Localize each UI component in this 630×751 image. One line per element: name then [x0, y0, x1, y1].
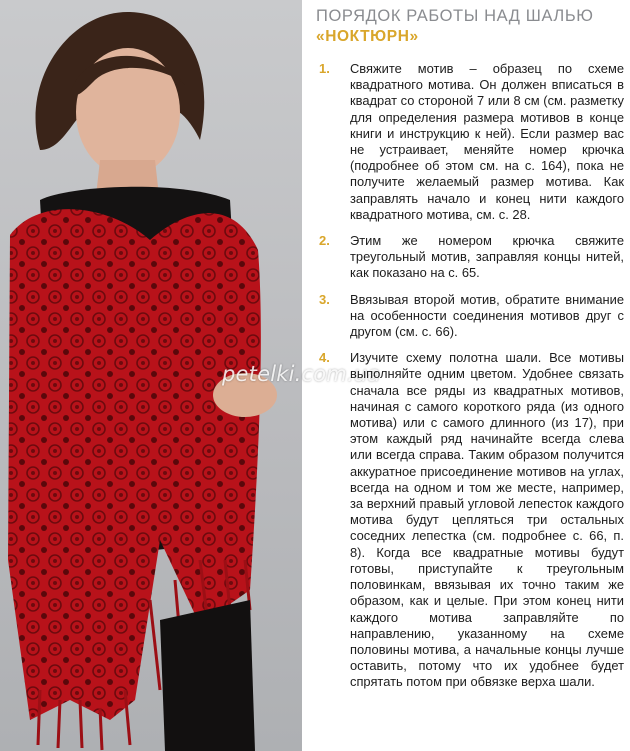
step-item — [316, 61, 624, 223]
step-text: Ввязывая второй мотив, обратите внимание на особенности соединения мотивов друг с другом (см. с. 66). — [350, 291, 624, 340]
step-text: Свяжите мотив – образец по схеме квадратного мотива. Он должен вписаться в квадрат со стороной 7 или 8 см (см. разметку для определения размера мотивов в конце книги и инструкцию к ней). Если размер вас не устраивает, меняйте номер крючка (подробнее об этом см. на с. 164), пока не получите желаемый размер мотива. Как заправлять начало и конец нити каждого квадратного мотива, см. с. 28. — [350, 61, 624, 222]
pattern-name: «НОКТЮРН» — [316, 28, 419, 45]
step-number: 2. — [319, 233, 330, 249]
step-number: 4. — [319, 350, 330, 366]
step-item — [316, 292, 624, 341]
instructions-column — [316, 6, 624, 691]
step-text: Этим же номером крючка свяжите треугольный мотив, заправляя концы нитей, как показано на с. 65. — [350, 233, 624, 281]
page-title: ПОРЯДОК РАБОТЫ НАД ШАЛЬЮ — [316, 7, 594, 25]
step-number: 3. — [319, 291, 330, 307]
step-number: 1. — [319, 61, 330, 76]
step-item — [316, 233, 624, 282]
watermark-text: petelki.com.ua — [222, 362, 381, 386]
step-item — [316, 350, 624, 690]
steps-list — [316, 61, 624, 691]
step-text: Изучите схему полотна шали. Все мотивы выполняйте одним цветом. Удобнее связать сначала все ряды из квадратных мотивов, начиная с самого короткого ряда (из одного мотива) или с самого длинного (из 17), при этом каждый ряд начинайте всегда слева или всегда справа. Таким образом получится аккуратное присоединение мотивов на углах, всегда на одном и том же месте, например, за верхний правый угловой лепесток каждого мотива будут цепляться три остальных соседних лепестка (см. подробнее с. 66, п. 8). Когда все квадратные мотивы будут готовы, приступайте к треугольным половинкам, ввязывая их точно таким же образом, как и целые. При этом конец нити каждого мотива заправляйте по направлению, указанному на схеме половины мотива, а начальные концы лучше оставить, потому что их удобнее будет спрятать потом при обвязке верха шали. — [350, 350, 624, 690]
